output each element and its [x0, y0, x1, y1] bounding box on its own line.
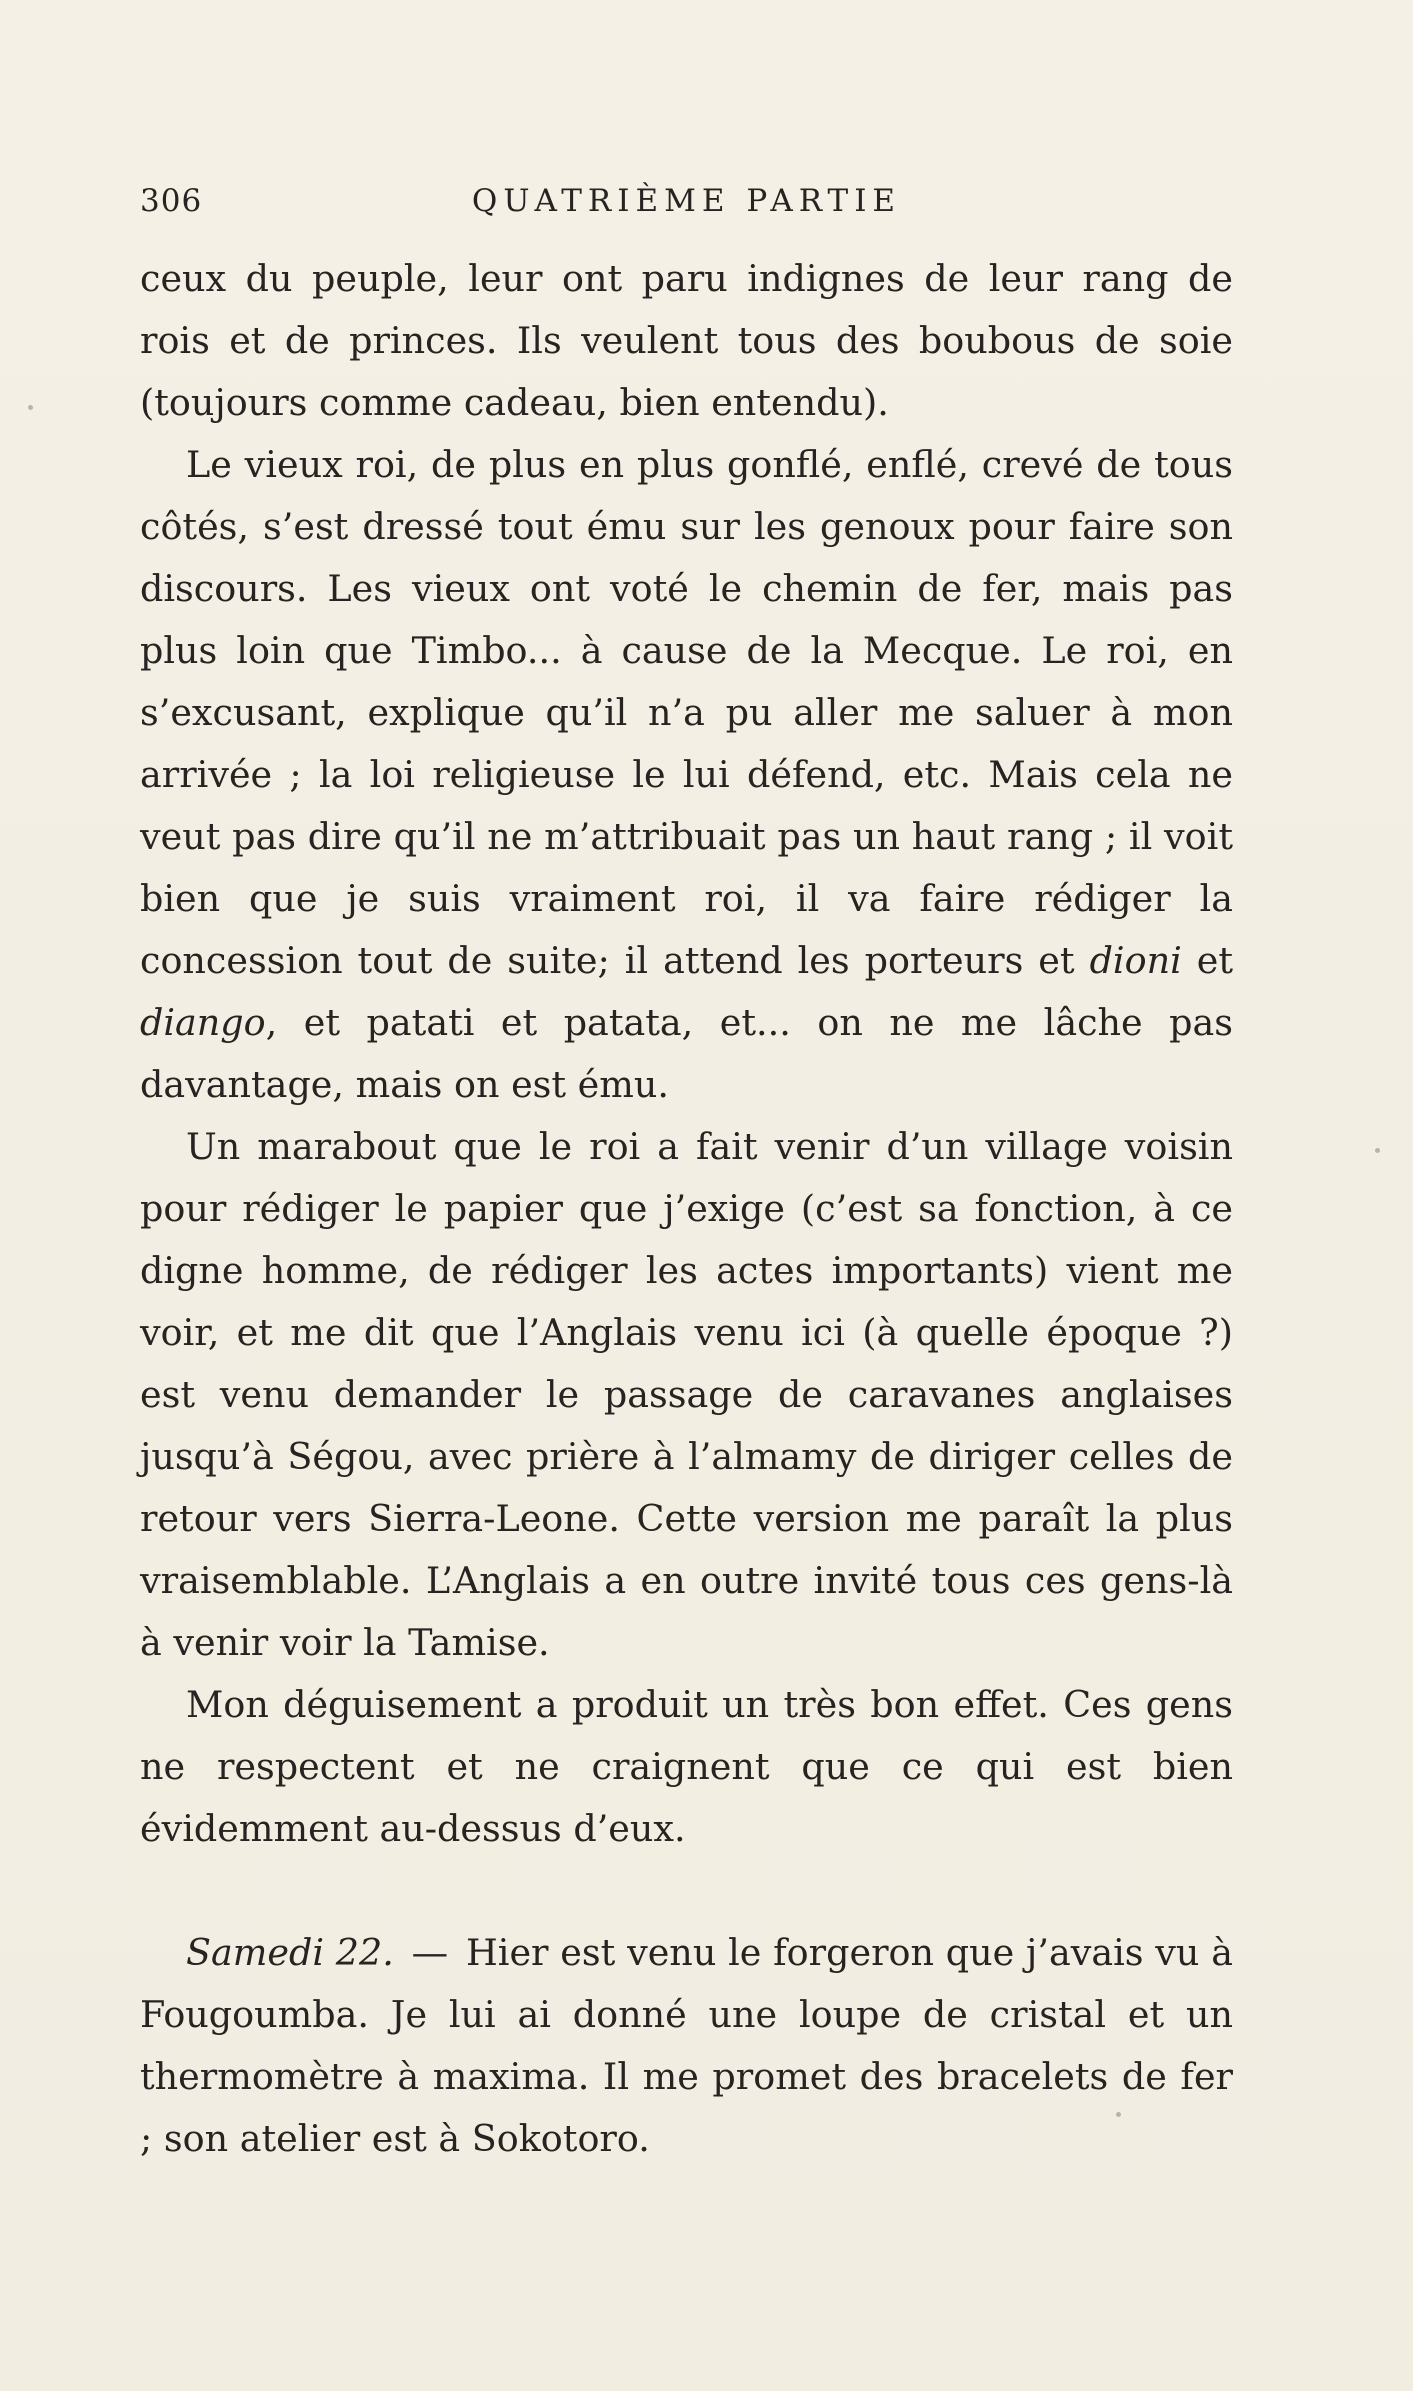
paragraph-text: Un marabout que le roi a fait venir d’un village voisin pour rédiger le papier que j’exige (c’est sa fonction, à ce digne homme, de rédiger les actes importants) vient me voir, et me dit que l’Anglais venu ici (à quelle époque ?) est venu demander le passage de caravanes anglaises jusqu’à Ségou, avec prière à l’almamy de diriger celles de retour vers Sierra-Leone. Cette version me paraît la plus vraisemblable. L’Anglais a en outre invité tous ces gens-là à venir voir la Tamise. [140, 1125, 1233, 1664]
paper-speck [1375, 1148, 1380, 1153]
paragraph-text: et [1181, 939, 1234, 982]
em-dash: — [411, 1931, 449, 1974]
paragraph-marabout [140, 1116, 1233, 1674]
diary-entry [140, 1922, 1233, 2170]
italic-term: dioni [1089, 939, 1182, 982]
paragraph-text: , et patati et patata, et... on ne me lâche pas davantage, mais on est ému. [140, 1001, 1233, 1106]
paragraph-text: Le vieux roi, de plus en plus gonflé, enflé, crevé de tous côtés, s’est dressé tout ému sur les genoux pour faire son discours. Les vieux ont voté le chemin de fer, mais pas plus loin que Timbo... à cause de la Mecque. Le roi, en s’excusant, explique qu’il n’a pu aller me saluer à mon arrivée ; la loi religieuse le lui défend, etc. Mais cela ne veut pas dire qu’il ne m’attribuait pas un haut rang ; il voit bien que je suis vraiment roi, il va faire rédiger la concession tout de suite; il attend les porteurs et [140, 443, 1233, 982]
paragraph-continued [140, 248, 1233, 434]
diary-date: Samedi 22. [186, 1931, 394, 1974]
italic-term: diango [140, 1001, 266, 1044]
running-head: QUATRIÈME PARTIE [471, 183, 902, 219]
paragraph-text: Hier est venu le forgeron que j’avais vu à Fougoumba. Je lui ai donné une loupe de cristal et un thermomètre à maxima. Il me promet des bracelets de fer ; son atelier est à Sokotoro. [140, 1931, 1233, 2160]
body-text [140, 248, 1233, 2170]
paragraph-disguise [140, 1674, 1233, 1860]
paragraph-old-king [140, 434, 1233, 1116]
paragraph-text: Mon déguisement a produit un très bon effet. Ces gens ne respectent et ne craignent que ce qui est bien évidemment au-dessus d’eux. [140, 1683, 1233, 1850]
paper-speck [1116, 2112, 1121, 2117]
paragraph-text: ceux du peuple, leur ont paru indignes de leur rang de rois et de princes. Ils veulent tous des boubous de soie (toujours comme cadeau, bien entendu). [140, 257, 1233, 424]
page-number: 306 [140, 183, 203, 219]
page-header [140, 183, 1233, 233]
paper-speck [28, 405, 33, 410]
